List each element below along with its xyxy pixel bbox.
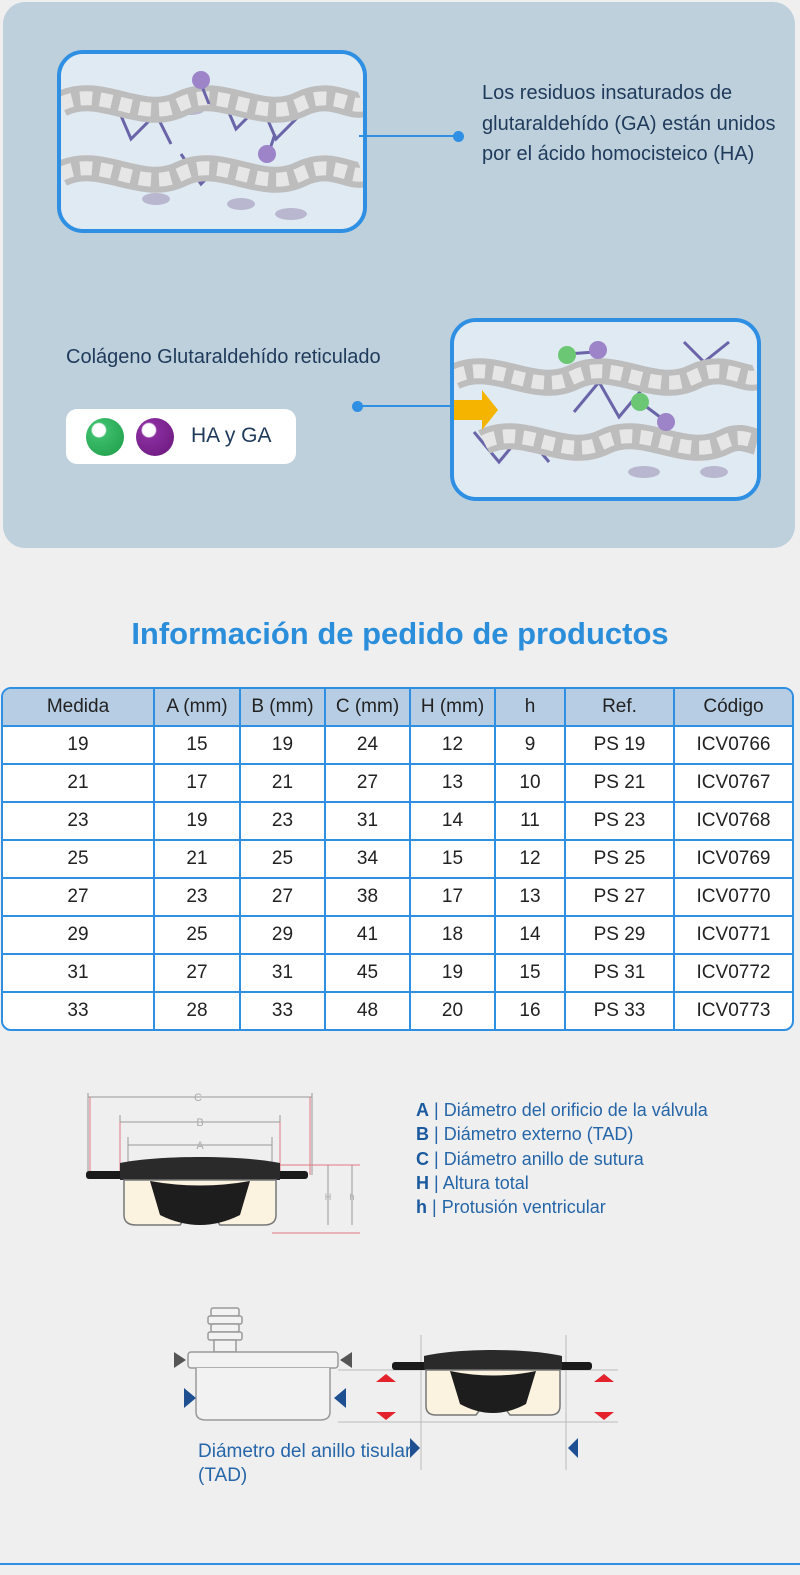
cell-codigo: ICV0771 [675,917,792,955]
cell-h-upper: 17 [411,879,496,917]
tad-caption: Diámetro del anillo tisular (TAD) [198,1441,412,1486]
cell-h-lower: 12 [496,841,566,879]
cell-a: 23 [155,879,241,917]
cell-h-upper: 18 [411,917,496,955]
cell-b: 33 [241,993,326,1029]
legend-text: | Protusión ventricular [432,1197,606,1218]
ha-green-ball-icon [86,418,124,456]
cell-ref: PS 19 [566,727,675,765]
cell-b: 29 [241,917,326,955]
cell-a: 21 [155,841,241,879]
col-header-h-lower: h [496,689,566,727]
legend-text: | Altura total [434,1172,529,1193]
cell-c: 24 [326,727,411,765]
col-header-codigo: Código [675,689,792,727]
cell-medida: 29 [3,917,155,955]
legend-key: C [416,1148,429,1169]
dim-label-h-upper: H [324,1192,332,1202]
cell-b: 31 [241,955,326,993]
table-row [3,841,792,879]
cell-ref: PS 29 [566,917,675,955]
cell-codigo: ICV0767 [675,765,792,803]
dim-label-a: A [196,1140,204,1152]
cell-a: 25 [155,917,241,955]
crosslinked-collagen-illustration [450,318,761,501]
legend-text: | Diámetro externo (TAD) [434,1124,634,1145]
cell-ref: PS 27 [566,879,675,917]
cell-c: 27 [326,765,411,803]
cell-h-upper: 19 [411,955,496,993]
cell-medida: 27 [3,879,155,917]
cell-h-lower: 16 [496,993,566,1029]
table-row [3,955,792,993]
cell-codigo: ICV0772 [675,955,792,993]
cell-medida: 33 [3,993,155,1029]
cell-medida: 23 [3,803,155,841]
cell-medida: 19 [3,727,155,765]
bottom-divider [0,1563,800,1565]
ordering-table [1,687,794,1031]
cell-ref: PS 23 [566,803,675,841]
cell-b: 21 [241,765,326,803]
table-row [3,765,792,803]
cell-a: 19 [155,803,241,841]
cell-h-upper: 12 [411,727,496,765]
table-row [3,803,792,841]
cell-codigo: ICV0773 [696,1000,771,1021]
legend-item-b [416,1122,786,1146]
legend-key: H [416,1172,429,1193]
cell-codigo: ICV0769 [675,841,792,879]
legend-text: | Diámetro anillo de sutura [434,1148,644,1169]
col-header-b: B (mm) [241,689,326,727]
table-row [3,993,792,1029]
cell-c: 48 [326,993,411,1029]
cell-ref: PS 21 [566,765,675,803]
ha-ga-legend [66,409,296,464]
col-header-ref: Ref. [566,689,675,727]
cell-ref: PS 33 [566,993,675,1029]
legend-key: h [416,1197,427,1218]
cell-b: 19 [241,727,326,765]
cell-h-lower: 9 [496,727,566,765]
cell-b: 25 [241,841,326,879]
cell-b: 27 [241,879,326,917]
legend-key: B [416,1124,429,1145]
connector-line-bottom [358,405,454,407]
cell-c: 41 [326,917,411,955]
legend-item-c [416,1147,786,1171]
cell-h-lower: 13 [496,879,566,917]
cell-h-lower: 15 [496,955,566,993]
cell-medida: 31 [3,955,155,993]
dim-label-h-lower: h [349,1192,355,1202]
table-row [3,727,792,765]
cell-ref: PS 25 [566,841,675,879]
table-row [3,879,792,917]
table-row [3,917,792,955]
table-header-row [3,689,792,727]
cell-ref: PS 31 [566,955,675,993]
cell-h-upper: 20 [411,993,496,1029]
cell-codigo: ICV0768 [675,803,792,841]
cell-c: 45 [326,955,411,993]
col-header-a: A (mm) [155,689,241,727]
cell-a: 15 [155,727,241,765]
dim-label-c: C [194,1092,202,1104]
cell-codigo: ICV0766 [675,727,792,765]
cell-h-lower: 11 [496,803,566,841]
collagen-crosslink-illustration [57,50,367,233]
cell-c: 38 [326,879,411,917]
ga-purple-ball-icon [136,418,174,456]
legend-item-a [416,1098,786,1122]
cell-h-lower: 14 [496,917,566,955]
cell-medida: 25 [3,841,155,879]
cell-medida: 21 [3,765,155,803]
cell-h-upper: 15 [411,841,496,879]
valve-dimension-diagram [80,1085,380,1245]
dimension-legend [416,1098,786,1219]
dim-label-b: B [196,1117,204,1129]
connector-line-top [359,135,459,137]
legend-text: | Diámetro del orificio de la válvula [434,1100,708,1120]
cell-codigo: ICV0770 [675,879,792,917]
cell-c: 31 [326,803,411,841]
hero-panel [3,2,795,548]
col-header-h-upper: H (mm) [411,689,496,727]
cell-b: 23 [241,803,326,841]
cell-a: 27 [155,955,241,993]
ordering-title: Información de pedido de productos [131,616,669,651]
cell-a: 28 [155,993,241,1029]
cell-a: 17 [155,765,241,803]
col-header-medida: Medida [3,689,155,727]
legend-label: HA y GA [191,424,272,447]
legend-item-h-lower [416,1195,786,1219]
crosslink-description: Los residuos insaturados de glutaraldehído (GA) están unidos por el ácido homocisteico (HA) [482,82,776,165]
connector-dot-top [453,131,464,142]
legend-item-h-upper [416,1171,786,1195]
cell-h-upper: 13 [411,765,496,803]
legend-key: A [416,1100,429,1120]
cell-h-upper: 14 [411,803,496,841]
cell-h-lower: 10 [496,765,566,803]
cell-c: 34 [326,841,411,879]
col-header-c: C (mm) [326,689,411,727]
collagen-title: Colágeno Glutaraldehído reticulado [66,346,381,368]
